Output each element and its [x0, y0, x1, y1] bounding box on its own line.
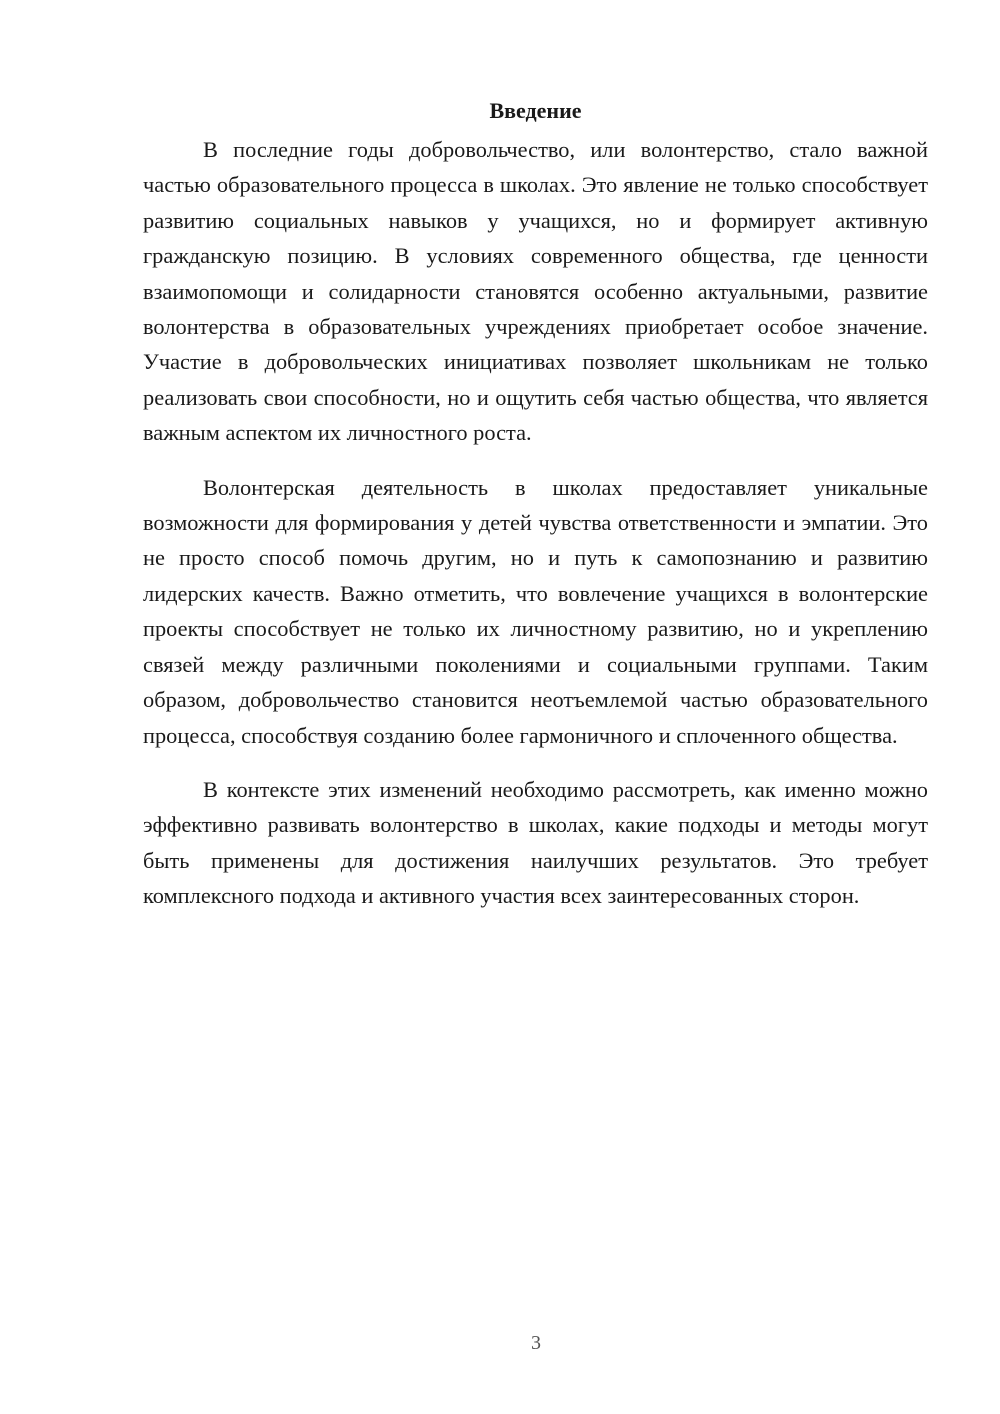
page-content	[143, 92, 928, 933]
page-number: 3	[531, 1332, 541, 1354]
paragraph-3: В контексте этих изменений необходимо рассмотреть, как именно можно эффективно развивать волонтерство в школах, какие подходы и методы могут быть применены для достижения наилучших результатов. Это требует комплексного подхода и активного участия всех заинтересованных сторон.	[143, 776, 928, 909]
paragraph-2: Волонтерская деятельность в школах предоставляет уникальные возможности для формирования у детей чувства ответственности и эмпатии. Это не просто способ помочь другим, но и путь к самопознанию и развитию лидерских качеств. Важно отметить, что вовлечение учащихся в волонтерские проекты способствует не только их личностному развитию, но и укреплению связей между различными поколениями и социальными группами. Таким образом, добровольчество становится неотъемлемой частью образовательного процесса, способствуя созданию более гармоничного и сплоченного общества.	[143, 474, 928, 748]
section-heading: Введение	[489, 98, 582, 123]
paragraph-1: В последние годы добровольчество, или волонтерство, стало важной частью образовательного процесса в школах. Это явление не только способствует развитию социальных навыков у учащихся, но и формирует активную гражданскую позицию. В условиях современного общества, где ценности взаимопомощи и солидарности становятся особенно актуальными, развитие волонтерства в образовательных учреждениях приобретает особое значение. Участие в добровольческих инициативах позволяет школьникам не только реализовать свои способности, но и ощутить себя частью общества, что является важным аспектом их личностного роста.	[143, 137, 928, 446]
